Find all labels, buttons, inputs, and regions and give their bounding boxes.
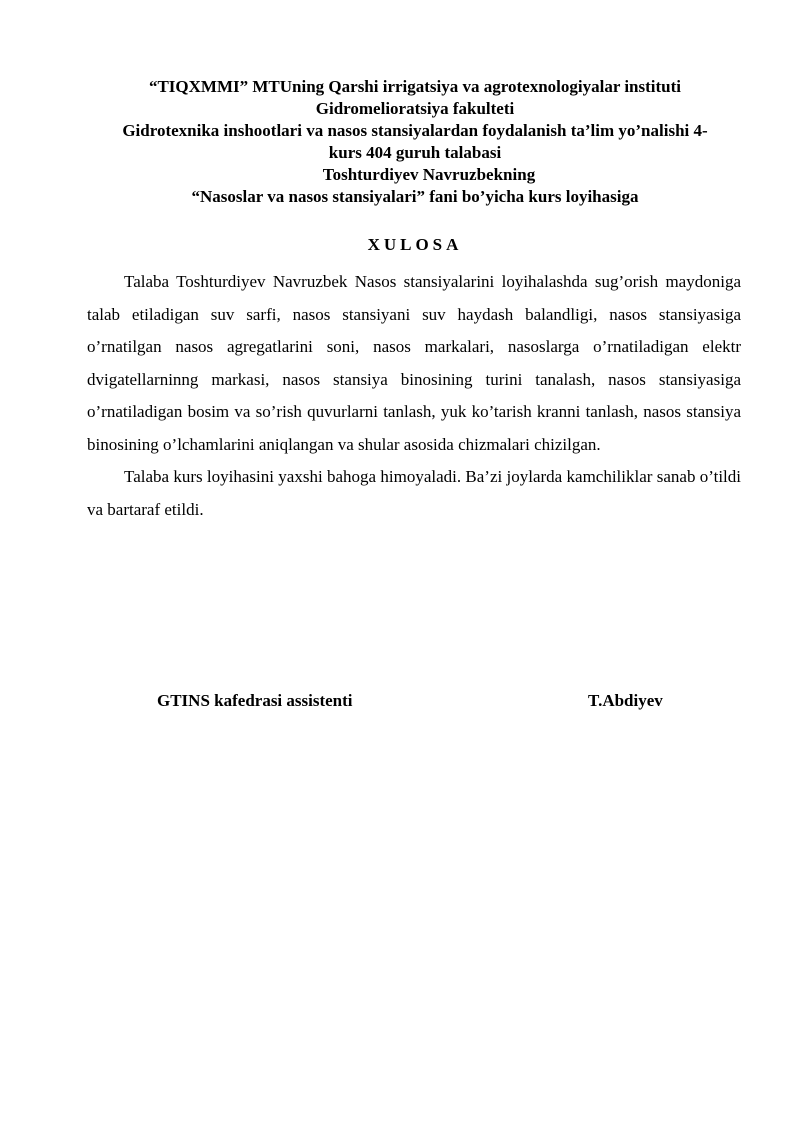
faculty-line: Gidromelioratsiya fakulteti (315, 99, 515, 118)
course-project-line: “Nasoslar va nasos stansiyalari” fani bo’yicha kurs loyihasiga (191, 187, 639, 206)
conclusion-paragraph-2: Talaba kurs loyihasini yaxshi bahoga himoyaladi. Ba’zi joylarda kamchiliklar sanab o’tildi va bartaraf etildi. (87, 467, 741, 519)
signatory-role: GTINS kafedrasi assistenti (157, 691, 353, 710)
institute-line: “TIQXMMI” MTUning Qarshi irrigatsiya va agrotexnologiyalar instituti (148, 77, 682, 96)
conclusion-paragraph-1: Talaba Toshturdiyev Navruzbek Nasos stansiyalarini loyihalashda sug’orish maydoniga talab etiladigan suv sarfi, nasos stansiyani suv haydash balandligi, nasos stansiyasiga o’rnatilgan nasos agregatlarini soni, nasos markalari, nasoslarga o’rnatiladigan elektr dvigatellarninng markasi, nasos stansiya binosining turini tanalash, nasos stansiyasiga o’rnatiladigan bosim va so’rish quvurlarni tanlash, yuk ko’tarish kranni tanlash, nasos stansiya binosining o’lchamlarini aniqlangan va shular asosida chizmalari chizilgan. (87, 272, 741, 454)
group-line: kurs 404 guruh talabasi (328, 143, 502, 162)
document-header (60, 76, 770, 208)
student-name-line: Toshturdiyev Navruzbekning (322, 165, 536, 184)
document-title: XULOSA (367, 235, 463, 254)
conclusion-body (87, 266, 741, 526)
program-line: Gidrotexnika inshootlari va nasos stansiyalardan foydalanish ta’lim yo’nalishi 4- (122, 121, 708, 140)
signatory-name: T.Abdiyev (588, 691, 663, 710)
